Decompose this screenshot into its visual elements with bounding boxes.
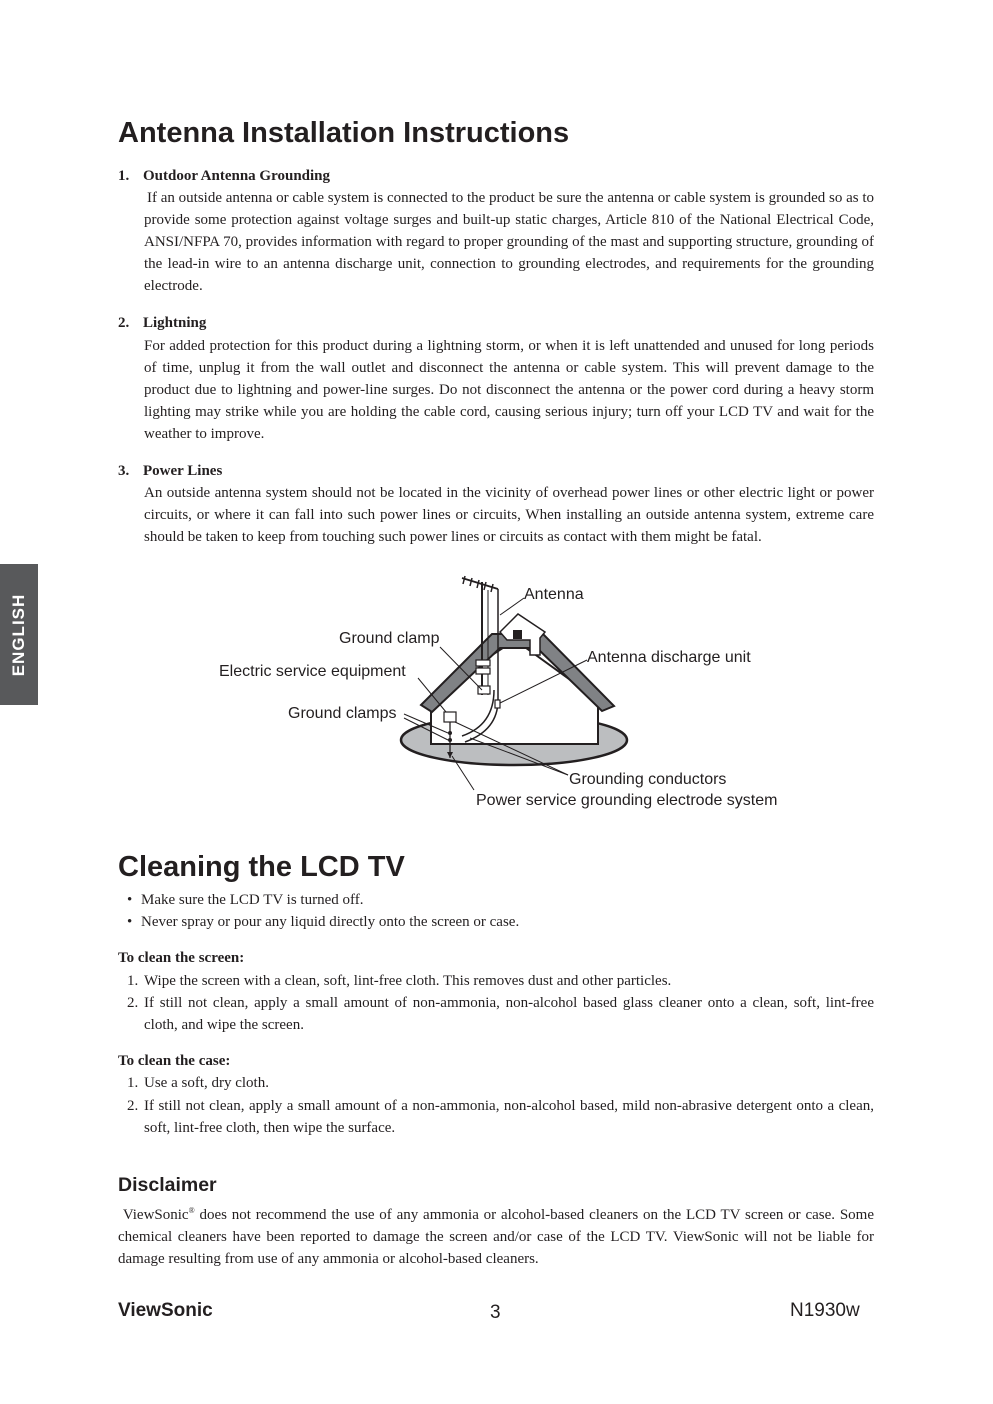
antenna-section-title: Antenna Installation Instructions — [118, 117, 570, 149]
footer-model-number: N1930w — [790, 1300, 860, 1321]
item-heading-text: Lightning — [143, 315, 207, 331]
step-number: 2. — [127, 1098, 139, 1114]
ground-clamp-mast — [476, 660, 490, 666]
antenna-element — [477, 580, 479, 588]
clean-case-heading: To clean the case: — [118, 1053, 231, 1069]
leader-antenna — [500, 598, 524, 615]
cleaning-section-title: Cleaning the LCD TV — [118, 851, 405, 883]
chimney-window — [513, 630, 522, 639]
step-text: If still not clean, apply a small amount of a non-ammonia, non-alcohol based, mild non-abrasive detergent onto a clean, soft, lint-free cloth, then wipe the surface. — [144, 1098, 874, 1136]
clean-screen-step — [127, 970, 874, 992]
language-tab-label: ENGLISH — [9, 593, 28, 676]
clean-screen-heading: To clean the screen: — [118, 950, 245, 966]
registered-mark: ® — [188, 1206, 195, 1215]
antenna-discharge-unit — [495, 700, 500, 708]
house-wall — [431, 640, 598, 744]
step-number: 2. — [127, 995, 139, 1011]
antenna-element — [491, 584, 493, 592]
bullet-text: Make sure the LCD TV is turned off. — [141, 892, 364, 908]
ground-clamp-mast — [476, 668, 490, 674]
ground-clamp-dot — [448, 731, 452, 735]
step-number: 1. — [127, 1075, 139, 1091]
label-power-service-grounding: Power service grounding electrode system — [476, 792, 778, 809]
item-heading-text: Outdoor Antenna Grounding — [143, 168, 331, 184]
label-ground-clamps: Ground clamps — [288, 705, 397, 722]
item-number: 2. — [118, 315, 130, 331]
item-text-power-lines: An outside antenna system should not be located in the vicinity of overhead power lines or other electric light or power circuits, or where it can fall into such power lines or circuits, When installing an outside antenna system, extreme care should be taken to keep from touching such power lines or circuits as contact with them might be fatal. — [144, 485, 874, 545]
antenna-element — [463, 576, 465, 584]
item-number: 1. — [118, 168, 130, 184]
bullet-text: Never spray or pour any liquid directly onto the screen or case. — [141, 914, 520, 930]
ground-clamp-dot — [448, 738, 452, 742]
disclaimer-brand: ViewSonic — [122, 1207, 189, 1223]
clean-screen-step — [127, 992, 874, 1036]
label-electric-service-equipment: Electric service equipment — [219, 663, 406, 680]
cleaning-bullet — [127, 911, 519, 933]
step-number: 1. — [127, 973, 139, 989]
label-antenna-discharge-unit: Antenna discharge unit — [587, 649, 751, 666]
footer-brand: ViewSonic — [118, 1300, 213, 1321]
cleaning-bullet — [127, 889, 363, 911]
item-heading-text: Power Lines — [143, 463, 223, 479]
item-number: 3. — [118, 463, 130, 479]
disclaimer-body: does not recommend the use of any ammonia or alcohol-based cleaners on the LCD TV screen or case. Some chemical cleaners have been reported to damage the screen and/or case of the LCD TV. ViewSonic will not be liable for damage resulting from use of any ammonia or alcohol-based cleaners. — [118, 1207, 874, 1267]
antenna-element — [484, 582, 486, 590]
clean-case-step — [127, 1072, 874, 1094]
label-grounding-conductors: Grounding conductors — [569, 771, 727, 788]
label-antenna: Antenna — [524, 586, 584, 603]
step-text: Wipe the screen with a clean, soft, lint-free cloth. This removes dust and other particles. — [144, 973, 672, 989]
label-ground-clamp: Ground clamp — [339, 630, 440, 647]
footer-page-number: 3 — [490, 1302, 501, 1323]
bullet-dot: • — [127, 892, 133, 908]
step-text: Use a soft, dry cloth. — [144, 1075, 269, 1091]
step-text: If still not clean, apply a small amount of non-ammonia, non-alcohol based glass cleaner onto a clean, soft, lint-free cloth, and wipe the screen. — [144, 995, 874, 1033]
item-text-grounding: If an outside antenna or cable system is connected to the product be sure the antenna or cable system is grounded so as to provide some protection against voltage surges and built-up static charges, Article 810 of the National Electrical Code, ANSI/NFPA 70, provides information with regard to proper grounding of the mast and supporting structure, grounding of the lead-in wire to an antenna discharge unit, connection to grounding electrodes, and requirements for the grounding electrode. — [144, 190, 874, 294]
antenna-element — [470, 578, 472, 586]
disclaimer-text — [118, 1204, 874, 1270]
disclaimer-title: Disclaimer — [118, 1174, 217, 1196]
bullet-dot: • — [127, 914, 133, 930]
clean-case-step — [127, 1095, 874, 1139]
electric-service-box — [444, 712, 456, 722]
item-text-lightning: For added protection for this product during a lightning storm, or when it is left unattended and unused for long periods of time, unplug it from the wall outlet and disconnect the antenna or cable system. This will prevent damage to the product due to lightning and power-line surges. Do not disconnect the antenna or the power cord during a heavy storm lighting may strike while you are holding the cable cord, causing serious injury; turn off your LCD TV and wait for the weather to improve. — [144, 338, 874, 442]
